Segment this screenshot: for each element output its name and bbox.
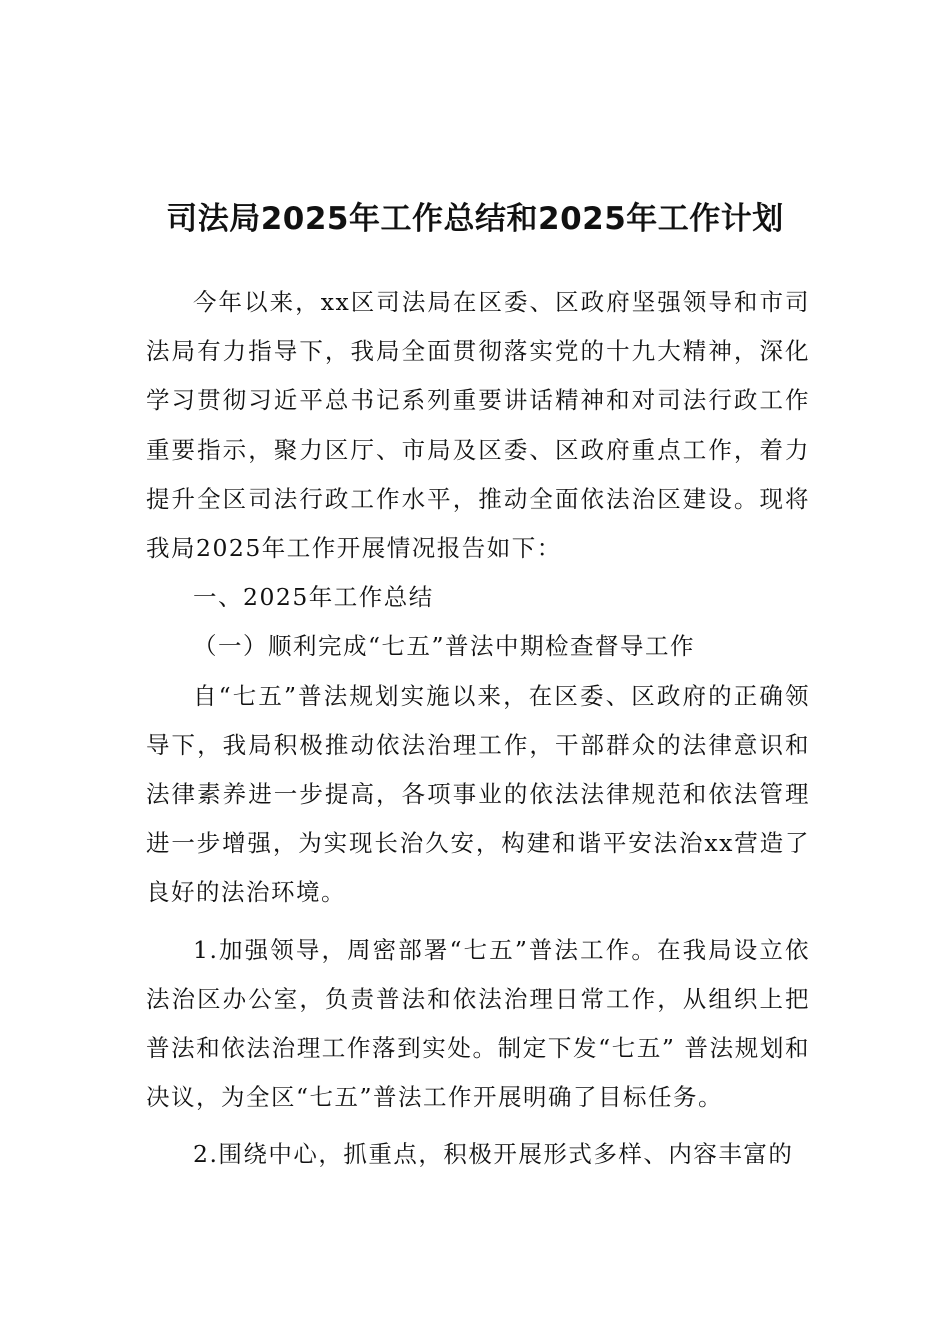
document-title: 司法局2025年工作总结和2025年工作计划 bbox=[166, 200, 784, 237]
body-paragraph: 自“七五”普法规划实施以来，在区委、区政府的正确领导下，我局积极推动依法治理工作，干部群众的法律意识和法律素养进一步提高，各项事业的依法法律规范和依法管理进一步增强，为实现长治久安，构建和谐平安法治xx营造了良好的法治环境。 bbox=[146, 681, 810, 907]
document-body bbox=[146, 278, 810, 1180]
subsection-heading: （一）顺利完成“七五”普法中期检查督导工作 bbox=[193, 632, 696, 661]
section-heading: 一、2025年工作总结 bbox=[193, 583, 434, 612]
body-paragraph: 1.加强领导，周密部署“七五”普法工作。在我局设立依法治区办公室，负责普法和依法治理日常工作，从组织上把普法和依法治理工作落到实处。制定下发“七五” 普法规划和决议，为全区“七五”普法工作开展明确了目标任务。 bbox=[146, 935, 810, 1112]
body-paragraph: 2.围绕中心，抓重点，积极开展形式多样、内容丰富的 bbox=[193, 1140, 794, 1169]
intro-paragraph: 今年以来，xx区司法局在区委、区政府坚强领导和市司法局有力指导下，我局全面贯彻落实党的十九大精神，深化学习贯彻习近平总书记系列重要讲话精神和对司法行政工作重要指示，聚力区厅、市局及区委、区政府重点工作，着力提升全区司法行政工作水平，推动全面依法治区建设。现将我局2025年工作开展情况报告如下： bbox=[146, 288, 810, 563]
